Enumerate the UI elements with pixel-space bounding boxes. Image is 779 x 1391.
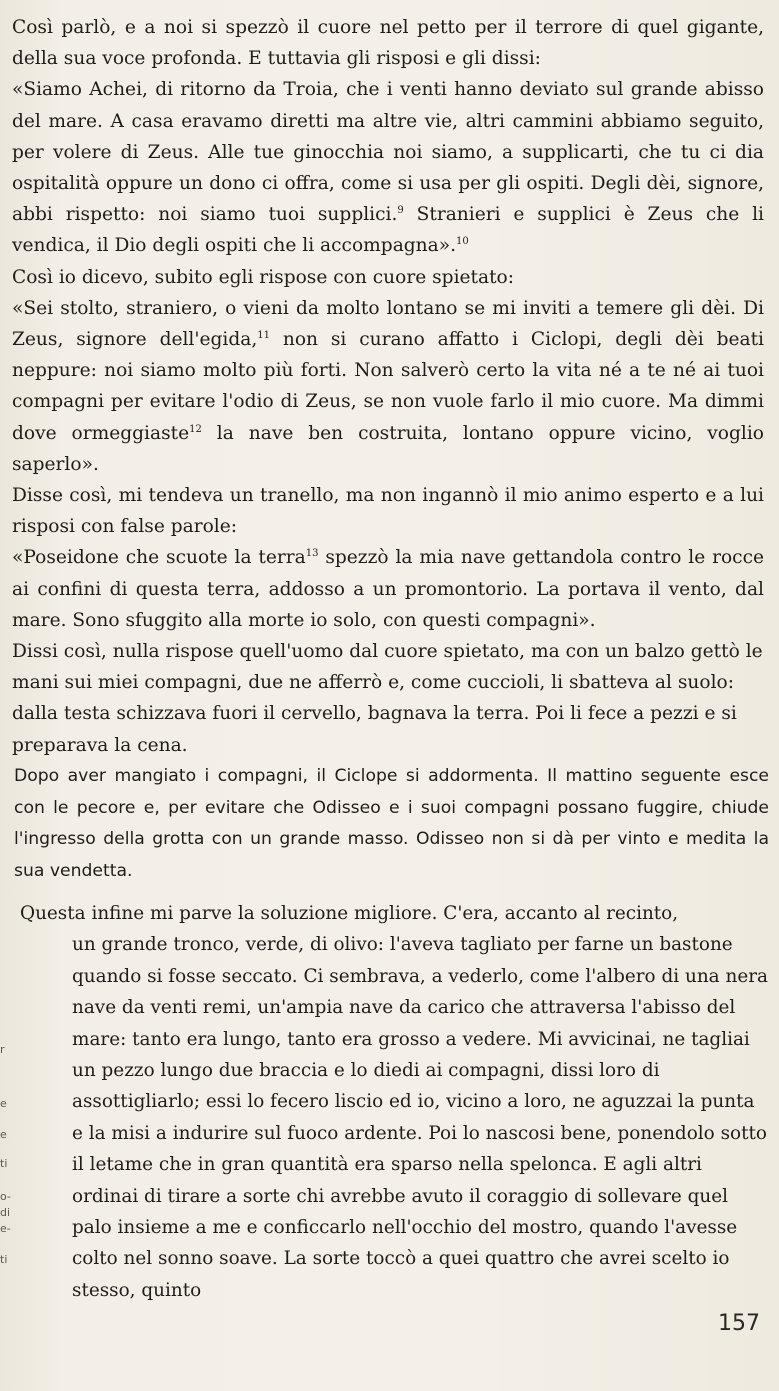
margin-fragment: e	[0, 1097, 7, 1110]
paragraph: «Siamo Achei, di ritorno da Troia, che i venti hanno deviato sul grande abisso del mare. A casa eravamo diretti ma altre vie, altri cammini abbiamo seguito, per volere di Zeus. Alle tue ginocchia noi siamo, a supplicarti, che tu ci dia ospitalità oppure un dono ci offra, come si usa per gli ospiti. Degli dèi, signore, abbi rispetto: noi siamo tuoi supplici.$^9$ Stranieri e supplici è Zeus che li vendica, il Dio degli ospiti che li accompagna».$^{10}$	[12, 79, 764, 257]
summary-box: Dopo aver mangiato i compagni, il Ciclope si addormenta. Il mattino seguente esce con le pecore e, per evitare che Odisseo e i suoi compagni possano fuggire, chiude l'ingresso della grotta con un grande masso. Odisseo non si dà per vinto e medita la sua vendetta.	[14, 766, 769, 881]
paragraph: «Poseidone che scuote la terra$^{13}$ spezzò la mia nave gettandola contro le rocce ai confini di questa terra, addosso a un promontorio. La portava il vento, dal mare. Sono sfuggito alla morte io solo, con questi compagni».	[12, 547, 764, 631]
footnote-ref: 9	[397, 205, 404, 217]
margin-fragment: o-	[0, 1190, 11, 1203]
paragraph: Così io dicevo, subito egli rispose con cuore spietato:	[12, 266, 515, 288]
paragraph: «Sei stolto, straniero, o vieni da molto lontano se mi inviti a temere gli dèi. Di Zeus, signore dell'egida,$^{11}$ non si curano affatto i Ciclopi, degli dèi beati neppure: noi siamo molto più forti. Non salverò certo la vita né a te né ai tuoi compagni per evitare l'odio di Zeus, se non vuole farlo il mio cuore. Ma dimmi dove ormeggiaste$^{12}$ la nave ben costruita, lontano oppure vicino, voglio saperlo».	[12, 297, 764, 475]
margin-fragment: e	[0, 1128, 7, 1141]
margin-fragment: ti	[0, 1253, 8, 1266]
margin-fragment: r	[0, 1043, 5, 1056]
paragraph: Disse così, mi tendeva un tranello, ma non ingannò il mio animo esperto e a lui risposi con false parole:	[12, 485, 764, 538]
paragraph: Questa infine mi parve la soluzione migliore. C'era, accanto al recinto,	[20, 903, 679, 924]
paragraph: Così parlò, e a noi si spezzò il cuore nel petto per il terrore di quel gigante, della sua voce profonda. E tuttavia gli risposi e gli dissi:	[12, 17, 764, 70]
passage-lower	[20, 898, 768, 1306]
margin-fragment: ti	[0, 1157, 8, 1170]
footnote-ref: 12	[189, 423, 202, 435]
page-number: 157	[718, 1311, 760, 1336]
margin-fragment: di	[0, 1206, 11, 1219]
passage-upper	[12, 12, 764, 761]
footnote-ref: 11	[257, 329, 270, 341]
margin-fragment: e-	[0, 1222, 11, 1235]
footnote-ref: 10	[456, 236, 469, 248]
footnote-ref: 13	[305, 548, 319, 560]
indented-paragraph: un grande tronco, verde, di olivo: l'aveva tagliato per farne un bastone quando si fosse seccato. Ci sembrava, a vederlo, come l'albero di una nera nave da venti remi, un'ampia nave da carico che attraversa l'abisso del mare: tanto era lungo, tanto era grosso a vedere. Mi avvicinai, ne tagliai un pezzo lungo due braccia e lo diedi ai compagni, dissi loro di assottigliarlo; essi lo fecero liscio ed io, vicino a loro, ne aguzzai la punta e la misi a indurire sul fuoco ardente. Poi lo nascosi bene, ponendolo sotto il letame che in gran quantità era sparso nella spelonca. E agli altri ordinai di tirare a sorte chi avrebbe avuto il coraggio di sollevare quel palo insieme a me e conficcarlo nell'occhio del mostro, quando l'avesse colto nel sonno soave. La sorte toccò a quei quattro che avrei scelto io stesso, quinto	[72, 934, 768, 1301]
paragraph: Dissi così, nulla rispose quell'uomo dal cuore spietato, ma con un balzo gettò le mani sui miei compagni, due ne afferrò e, come cuccioli, li sbatteva al suolo: dalla testa schizzava fuori il cervello, bagnava la terra. Poi li fece a pezzi e si preparava la cena.	[12, 641, 763, 756]
